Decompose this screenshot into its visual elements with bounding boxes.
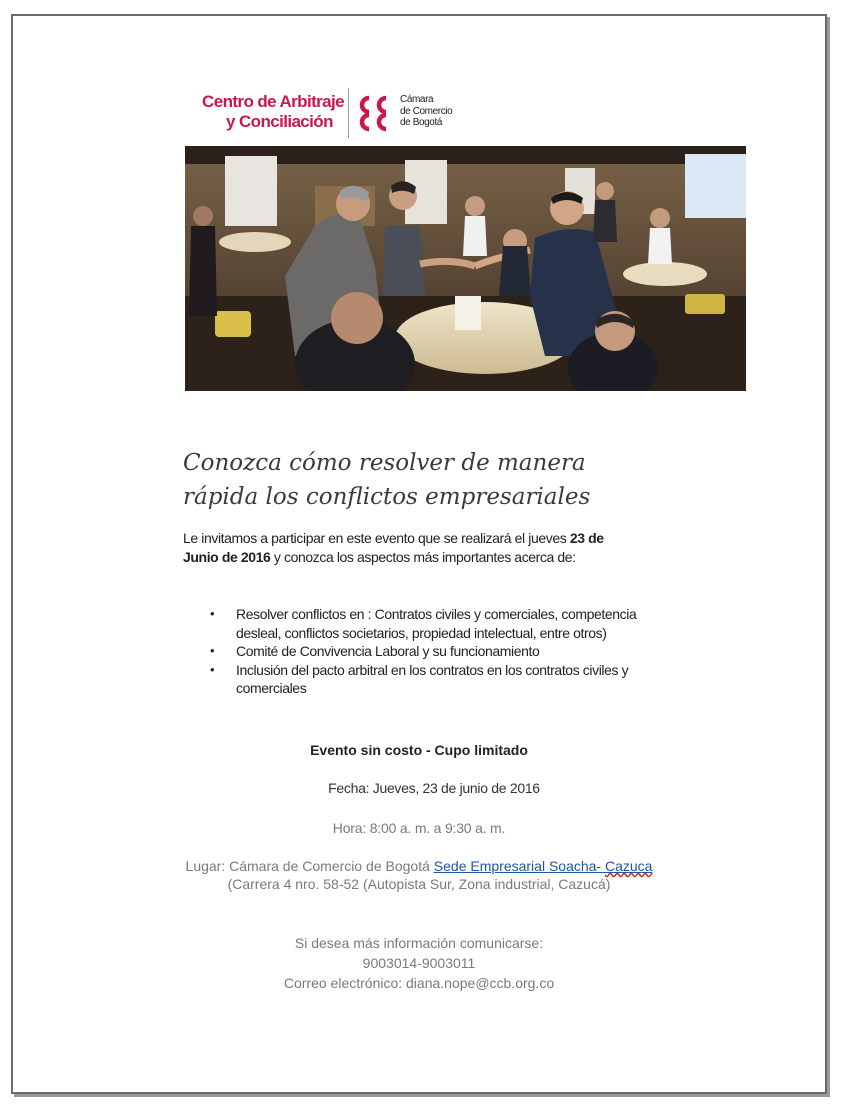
logo-chamber-line2: de Comercio — [400, 105, 453, 117]
event-date: Fecha: Jueves, 23 de junio de 2016 — [328, 780, 540, 796]
logo-org-line2: y Conciliación — [226, 112, 333, 131]
headline — [183, 446, 703, 514]
event-photo — [185, 146, 746, 391]
contact-info — [183, 933, 655, 993]
contact-line: Si desea más información comunicarse: — [294, 935, 544, 951]
logo-divider — [348, 88, 349, 138]
headline-line1: Conozca cómo resolver de manera — [183, 450, 586, 476]
location-link-text-1: Sede Empresarial Soacha- — [433, 858, 605, 874]
logo — [186, 86, 486, 140]
intro-text-1: Le invitamos a participar en este evento que se realizará el jueves — [183, 530, 570, 546]
logo-chamber-name — [400, 94, 452, 129]
event-location — [183, 857, 655, 893]
contact-email: Correo electrónico: diana.nope@ccb.org.co — [283, 975, 555, 991]
contact-phone: 9003014-9003011 — [362, 955, 476, 971]
topics-list — [210, 605, 640, 698]
headline-line2: rápida los conflictos empresariales — [183, 484, 591, 510]
event-photo-illustration — [185, 146, 746, 391]
location-link-text-2: Cazuca — [604, 858, 653, 874]
ccb-logo-icon — [354, 94, 398, 132]
list-item: • Comité de Convivencia Laboral y su funcionamiento — [210, 642, 640, 661]
logo-chamber-line3: de Bogotá — [400, 117, 442, 128]
location-link[interactable] — [434, 858, 653, 874]
list-item: • Resolver conflictos en : Contratos civiles y comerciales, competencia desleal, conflictos societarios, propiedad intelectual, entre otros) — [210, 605, 640, 642]
intro-date: 23 de Junio de 2016 — [183, 530, 604, 565]
logo-org-line1: Centro de Arbitraje — [202, 92, 344, 111]
event-cost-note: Evento sin costo - Cupo limitado — [310, 742, 528, 758]
intro-paragraph — [183, 529, 623, 567]
logo-chamber-line1: Cámara — [400, 94, 434, 105]
location-address: (Carrera 4 nro. 58-52 (Autopista Sur, Zona industrial, Cazucá) — [227, 876, 611, 892]
list-item: • Inclusión del pacto arbitral en los contratos en los contratos civiles y comerciales — [210, 661, 640, 698]
event-time: Hora: 8:00 a. m. a 9:30 a. m. — [332, 820, 506, 836]
intro-text-2: y conozca los aspectos más importantes acerca de: — [270, 549, 576, 565]
logo-org-name — [186, 92, 344, 132]
location-prefix: Lugar: Cámara de Comercio de Bogotá — [185, 858, 434, 874]
